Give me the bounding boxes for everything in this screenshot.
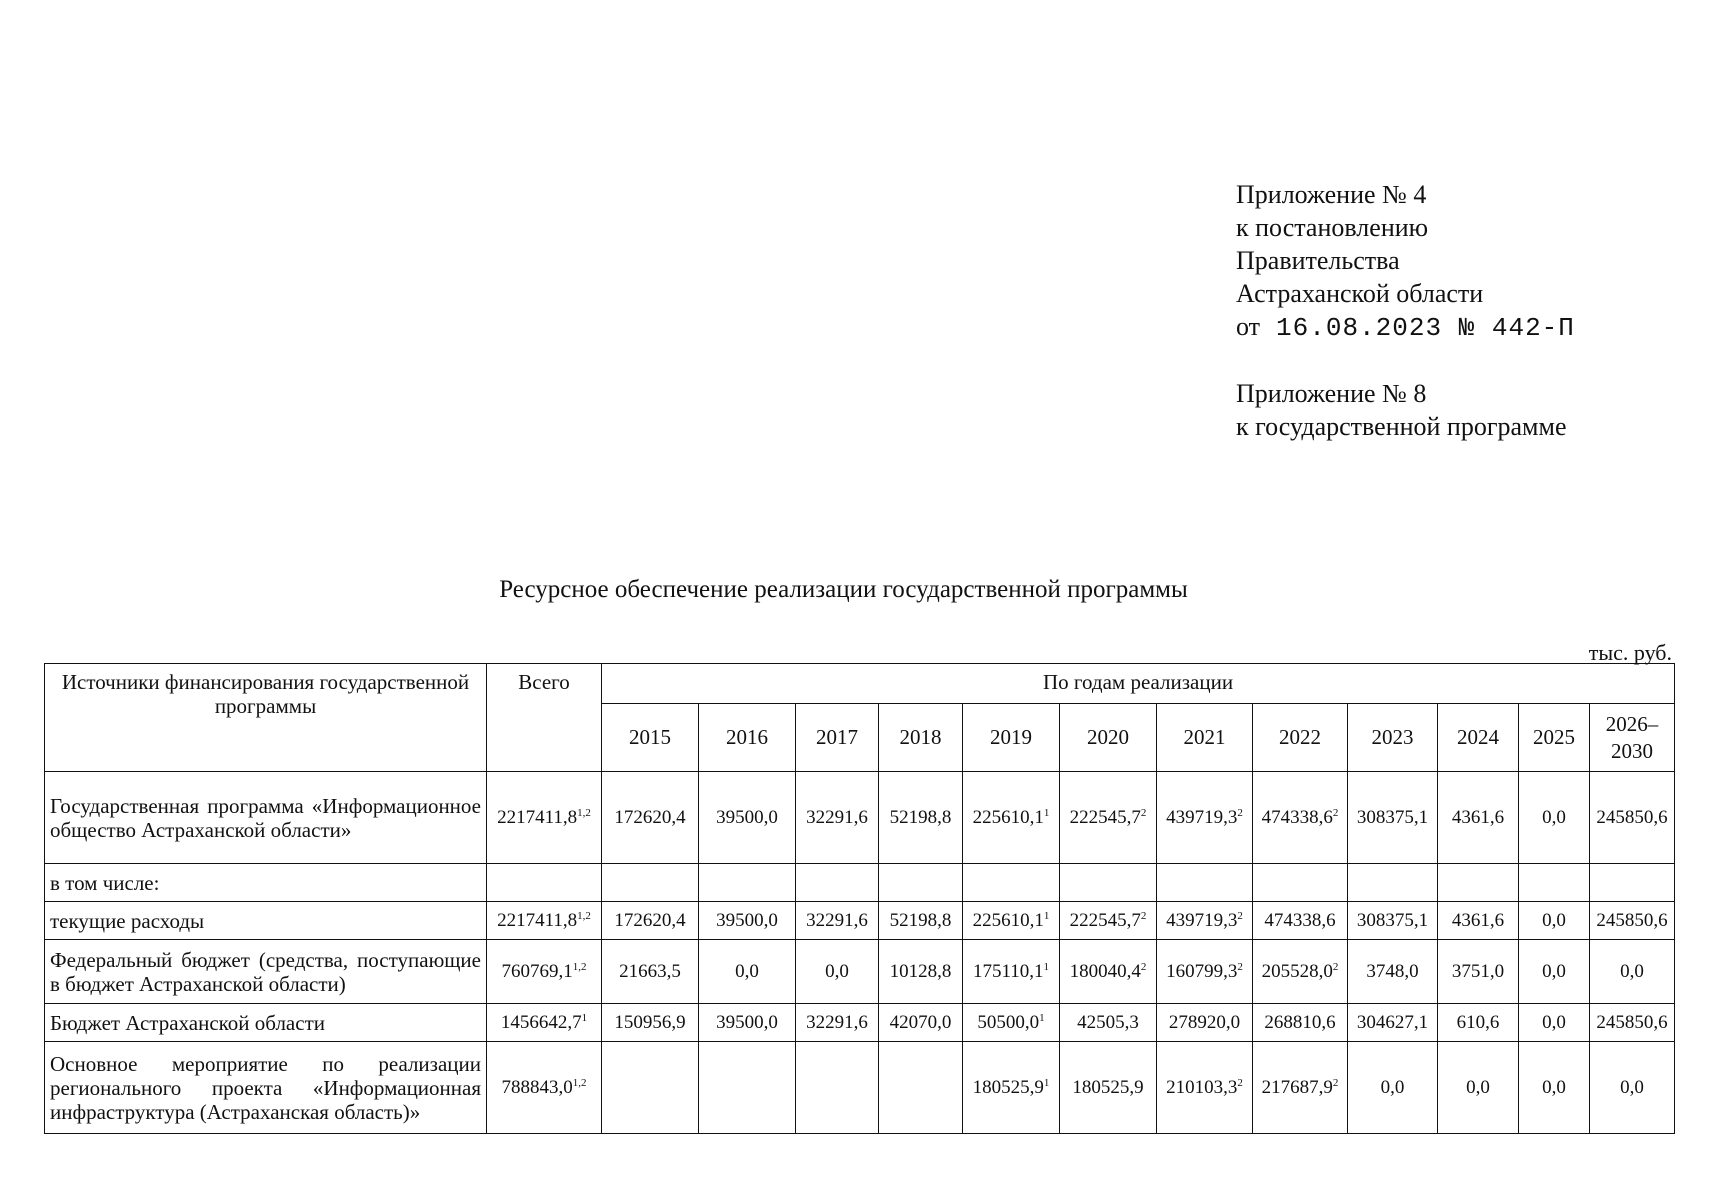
table-cell: [1438, 864, 1519, 902]
year-header: 2021: [1157, 704, 1253, 772]
year-header: 2025: [1519, 704, 1590, 772]
cell-value: 0,0: [1466, 1076, 1490, 1098]
row-label: Государственная программа «Информационное общество Астраханской области»: [45, 772, 487, 864]
cell-footnote-mark: 1: [581, 1011, 588, 1024]
cell-value: 32291,6: [806, 1011, 868, 1033]
document-title: Ресурсное обеспечение реализации государственной программы: [499, 576, 1188, 603]
table-cell: [699, 902, 796, 940]
table-cell: [879, 864, 963, 902]
year-header: 2022: [1253, 704, 1348, 772]
table-cell: [1438, 1042, 1519, 1134]
table-cell: [602, 864, 699, 902]
table-cell: [879, 772, 963, 864]
cell-footnote-mark: 1,2: [572, 960, 587, 973]
cell-value: 42070,0: [889, 1011, 952, 1033]
cell-value: 245850,6: [1596, 1011, 1668, 1033]
cell-value: 39500,0: [716, 806, 778, 828]
table-cell: [699, 1042, 796, 1134]
cell-value: 4361,6: [1451, 806, 1505, 828]
table-cell: [796, 864, 879, 902]
cell-value: 474338,6: [1261, 806, 1333, 828]
header-total: Всего: [487, 664, 602, 772]
cell-value: 32291,6: [806, 806, 868, 828]
cell-value: 2217411,8: [497, 806, 578, 828]
table-cell: [1157, 1042, 1253, 1134]
table-cell: [1157, 902, 1253, 940]
table-cell: [796, 772, 879, 864]
table-cell: [1519, 940, 1590, 1004]
cell-value: 52198,8: [889, 909, 952, 931]
table-cell: [487, 864, 602, 902]
table-cell: [1519, 1004, 1590, 1042]
table-cell: [1253, 902, 1348, 940]
table-cell: [1590, 864, 1675, 902]
cell-value: 268810,6: [1264, 1011, 1336, 1033]
cell-value: 32291,6: [806, 909, 868, 931]
header-source: Источники финансирования государственной программы: [45, 664, 487, 772]
row-label: Федеральный бюджет (средства, поступающие в бюджет Астраханской области): [45, 940, 487, 1004]
cell-value: 180525,9: [972, 1076, 1044, 1098]
table-cell: [1157, 940, 1253, 1004]
table-row: [45, 902, 1675, 940]
annex-line-1: Приложение № 4: [1236, 180, 1427, 209]
table-cell: [879, 902, 963, 940]
table-cell: [1157, 772, 1253, 864]
annex-decree-line: [1236, 310, 1575, 345]
cell-footnote-mark: 1,2: [572, 1076, 587, 1089]
decree-date-number: 16.08.2023 № 442-П: [1276, 313, 1575, 343]
annex-line-3: Правительства: [1236, 246, 1400, 275]
table-row: [45, 1004, 1675, 1042]
cell-value: 439719,3: [1166, 909, 1238, 931]
cell-footnote-mark: 2: [1140, 960, 1147, 973]
cell-value: 172620,4: [614, 806, 686, 828]
table-cell: [1060, 772, 1157, 864]
table-row: [45, 864, 1675, 902]
cell-value: 0,0: [1542, 909, 1566, 931]
cell-value: 0,0: [1380, 1076, 1405, 1098]
table-cell: [1060, 902, 1157, 940]
cell-value: 0,0: [1620, 960, 1644, 982]
cell-value: 3751,0: [1451, 960, 1505, 982]
table-cell: [963, 940, 1060, 1004]
cell-value: 1456642,7: [500, 1011, 582, 1033]
cell-value: 180525,9: [1072, 1076, 1144, 1098]
table-cell: [879, 1042, 963, 1134]
year-header: 2024: [1438, 704, 1519, 772]
table-cell: [796, 940, 879, 1004]
cell-footnote-mark: 2: [1237, 960, 1243, 973]
cell-value: 245850,6: [1596, 806, 1668, 828]
annex-line-5: Приложение № 8: [1236, 379, 1427, 408]
cell-value: 3748,0: [1366, 960, 1419, 982]
cell-footnote-mark: 1: [1043, 960, 1050, 973]
table-cell: [1590, 772, 1675, 864]
cell-value: 175110,1: [972, 960, 1044, 982]
unit-label: тыс. руб.: [1588, 640, 1672, 665]
table-cell: [1519, 902, 1590, 940]
table-cell: [1438, 772, 1519, 864]
cell-footnote-mark: 1,2: [577, 909, 591, 922]
table-cell: [1157, 1004, 1253, 1042]
table-cell: [1253, 1042, 1348, 1134]
cell-value: 278920,0: [1168, 1011, 1241, 1033]
cell-value: 52198,8: [889, 806, 952, 828]
table-cell: [487, 1004, 602, 1042]
table-cell: [1348, 1042, 1438, 1134]
cell-value: 210103,3: [1166, 1076, 1238, 1098]
table-row: [45, 772, 1675, 864]
annex-line-4: Астраханской области: [1236, 279, 1484, 308]
annex-block: [1236, 178, 1575, 443]
cell-value: 222545,7: [1069, 806, 1141, 828]
year-header: 2017: [796, 704, 879, 772]
table-row: [45, 940, 1675, 1004]
cell-value: 150956,9: [614, 1011, 686, 1033]
table-cell: [1348, 902, 1438, 940]
table-cell: [487, 1042, 602, 1134]
year-header: 2026–2030: [1590, 704, 1675, 772]
cell-value: 42505,3: [1077, 1011, 1139, 1033]
cell-value: 474338,6: [1264, 909, 1336, 931]
table-cell: [602, 940, 699, 1004]
table-cell: [879, 1004, 963, 1042]
annex-from-label: от: [1236, 312, 1261, 341]
table-cell: [1060, 940, 1157, 1004]
table-cell: [1519, 1042, 1590, 1134]
cell-footnote-mark: 2: [1332, 806, 1339, 819]
table-cell: [1060, 864, 1157, 902]
cell-footnote-mark: 2: [1237, 1076, 1243, 1089]
year-header: 2020: [1060, 704, 1157, 772]
year-header: 2015: [602, 704, 699, 772]
cell-value: 21663,5: [619, 960, 681, 982]
cell-value: 0,0: [1542, 1011, 1566, 1033]
table-cell: [602, 1004, 699, 1042]
header-years: По годам реализации: [602, 664, 1675, 704]
annex-line-2: к постановлению: [1236, 213, 1429, 242]
cell-value: 0,0: [735, 960, 759, 982]
cell-value: 0,0: [825, 960, 849, 982]
cell-footnote-mark: 1: [1043, 806, 1050, 819]
cell-value: 10128,8: [889, 960, 952, 982]
table-cell: [1590, 940, 1675, 1004]
cell-value: 0,0: [1542, 960, 1566, 982]
cell-value: 160799,3: [1166, 960, 1238, 982]
cell-value: 304627,1: [1356, 1011, 1429, 1033]
table-cell: [879, 940, 963, 1004]
table-cell: [963, 902, 1060, 940]
cell-footnote-mark: 1: [1043, 909, 1050, 922]
cell-value: 0,0: [1620, 1076, 1644, 1098]
table-cell: [699, 1004, 796, 1042]
year-header: 2016: [699, 704, 796, 772]
table-cell: [1348, 772, 1438, 864]
cell-value: 217687,9: [1261, 1076, 1333, 1098]
cell-value: 245850,6: [1596, 909, 1668, 931]
table-cell: [796, 1042, 879, 1134]
cell-value: 760769,1: [501, 960, 573, 982]
table-cell: [1348, 1004, 1438, 1042]
table-cell: [1348, 864, 1438, 902]
table-cell: [1060, 1042, 1157, 1134]
cell-footnote-mark: 1: [1039, 1011, 1045, 1024]
table-cell: [487, 940, 602, 1004]
cell-footnote-mark: 1,2: [577, 806, 591, 819]
table-cell: [1590, 1004, 1675, 1042]
table-cell: [487, 772, 602, 864]
table-cell: [1348, 940, 1438, 1004]
cell-footnote-mark: 2: [1332, 1076, 1339, 1089]
table-cell: [602, 1042, 699, 1134]
cell-footnote-mark: 2: [1237, 806, 1243, 819]
cell-footnote-mark: 2: [1140, 909, 1147, 922]
cell-value: 0,0: [1542, 1076, 1566, 1098]
table-cell: [1253, 1004, 1348, 1042]
table-cell: [963, 772, 1060, 864]
cell-value: 4361,6: [1451, 909, 1505, 931]
cell-value: 222545,7: [1069, 909, 1141, 931]
table-cell: [963, 1042, 1060, 1134]
row-label: текущие расходы: [45, 902, 487, 940]
table-cell: [602, 772, 699, 864]
cell-value: 172620,4: [614, 909, 686, 931]
table-cell: [1157, 864, 1253, 902]
table-cell: [699, 864, 796, 902]
table-cell: [963, 864, 1060, 902]
table-cell: [1519, 864, 1590, 902]
cell-value: 225610,1: [972, 909, 1044, 931]
cell-value: 788843,0: [501, 1076, 573, 1098]
table-cell: [963, 1004, 1060, 1042]
cell-footnote-mark: 1: [1043, 1076, 1050, 1089]
table-cell: [699, 940, 796, 1004]
row-label: Основное мероприятие по реализации регионального проекта «Информационная инфраструктура (Астраханская область)»: [45, 1042, 487, 1134]
cell-value: 610,6: [1456, 1011, 1500, 1033]
table-row: [45, 1042, 1675, 1134]
cell-value: 205528,0: [1261, 960, 1333, 982]
table-cell: [1590, 902, 1675, 940]
cell-value: 439719,3: [1166, 806, 1238, 828]
table-cell: [1253, 940, 1348, 1004]
table-cell: [699, 772, 796, 864]
row-label: в том числе:: [45, 864, 487, 902]
table-cell: [796, 902, 879, 940]
table-cell: [1438, 1004, 1519, 1042]
funding-table: [44, 663, 1675, 1134]
cell-footnote-mark: 2: [1237, 909, 1243, 922]
table-cell: [1438, 940, 1519, 1004]
cell-value: 39500,0: [716, 1011, 778, 1033]
cell-footnote-mark: 2: [1140, 806, 1147, 819]
table-cell: [796, 1004, 879, 1042]
cell-value: 308375,1: [1356, 806, 1429, 828]
table-cell: [1590, 1042, 1675, 1134]
year-header: 2018: [879, 704, 963, 772]
cell-value: 308375,1: [1356, 909, 1429, 931]
year-header: 2023: [1348, 704, 1438, 772]
cell-value: 0,0: [1542, 806, 1566, 828]
table-cell: [602, 902, 699, 940]
cell-value: 2217411,8: [497, 909, 578, 931]
cell-value: 180040,4: [1069, 960, 1141, 982]
table-cell: [1060, 1004, 1157, 1042]
year-header: 2019: [963, 704, 1060, 772]
cell-value: 50500,0: [977, 1011, 1040, 1033]
cell-footnote-mark: 2: [1332, 960, 1339, 973]
table-cell: [1253, 772, 1348, 864]
table-cell: [1519, 772, 1590, 864]
row-label: Бюджет Астраханской области: [45, 1004, 487, 1042]
table-cell: [487, 902, 602, 940]
cell-value: 225610,1: [972, 806, 1044, 828]
cell-value: 39500,0: [716, 909, 778, 931]
table-cell: [1438, 902, 1519, 940]
annex-line-6: к государственной программе: [1236, 412, 1567, 441]
table-cell: [1253, 864, 1348, 902]
